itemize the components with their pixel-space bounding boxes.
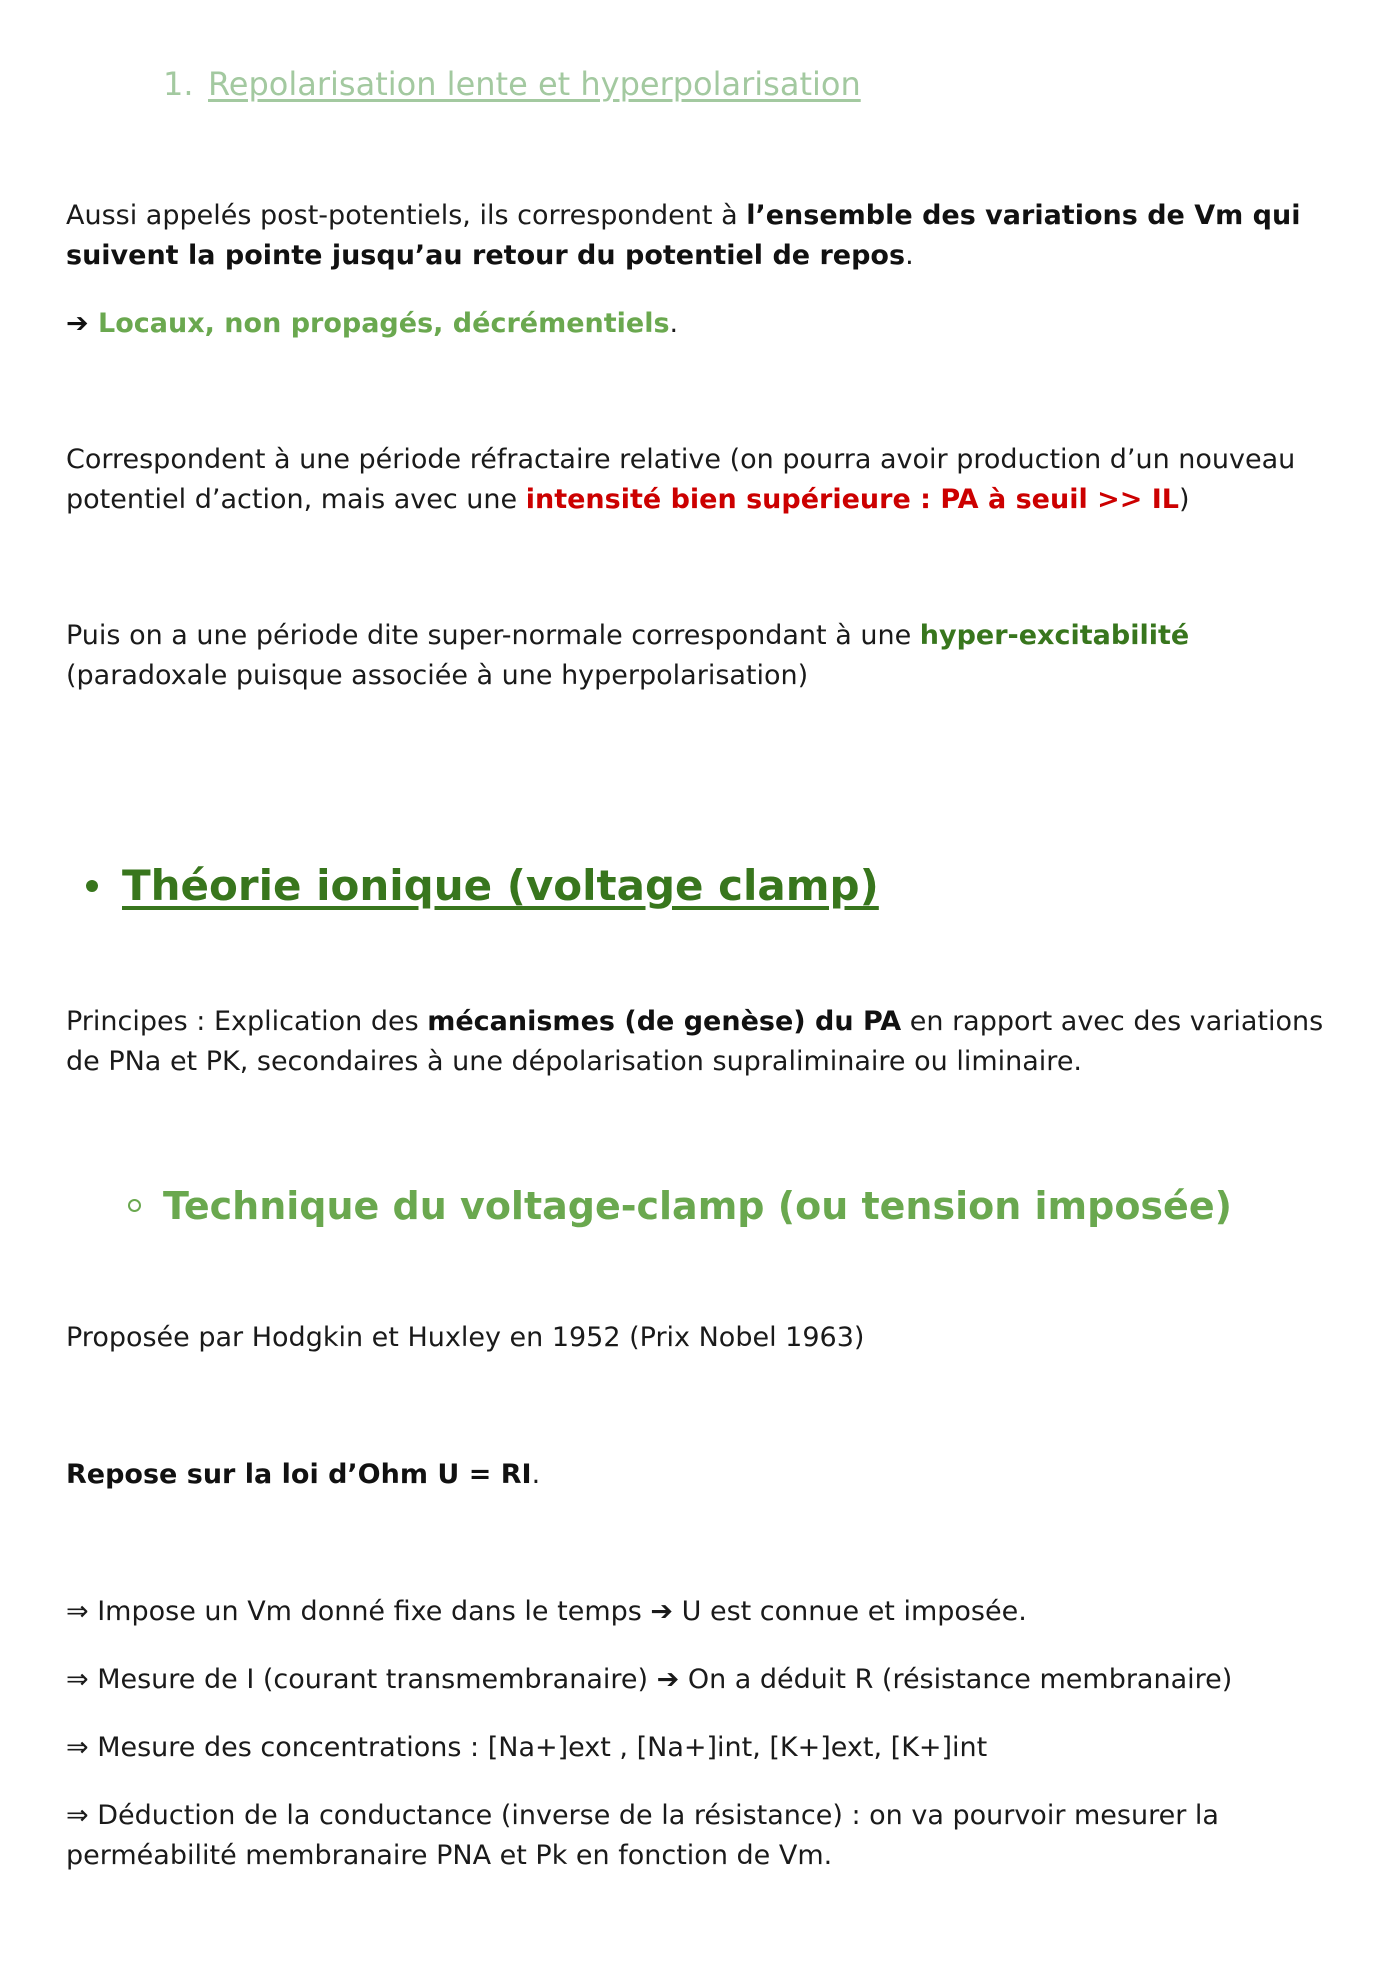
- section-heading-1: [163, 62, 861, 106]
- text-run: Correspondent à une période réfractaire relative (on pourra avoir production d’un nouveau potentiel d’action, mais avec une: [66, 444, 1296, 515]
- implication-list: [66, 1592, 1356, 1904]
- text-run: (paradoxale puisque associée à une hyperpolarisation): [66, 660, 809, 691]
- section-number: 1.: [163, 65, 194, 103]
- text-run: Principes : Explication des: [66, 1006, 428, 1037]
- paragraph-locaux: [66, 304, 1356, 344]
- text-run: .: [531, 1459, 541, 1490]
- paragraph-post-potentiels: [66, 196, 1356, 276]
- paragraph-principes: [66, 1002, 1356, 1082]
- list-item: ⇒ Déduction de la conductance (inverse de la résistance) : on va pourvoir mesurer la perméabilité membranaire PNA et Pk en fonction de Vm.: [66, 1800, 1219, 1871]
- paragraph-periode-refractaire: [66, 440, 1356, 520]
- text-run: Proposée par Hodgkin et Huxley en 1952 (Prix Nobel 1963): [66, 1322, 865, 1353]
- list-item: ⇒ Impose un Vm donné fixe dans le temps ➔ U est connue et imposée.: [66, 1596, 1027, 1627]
- text-run: Puis on a une période dite super-normale correspondant à une: [66, 620, 920, 651]
- green-bold-text: Locaux, non propagés, décrémentiels: [98, 308, 670, 339]
- bold-text: l’ensemble des variations de Vm qui suivent la pointe jusqu’au retour du potentiel de repos: [66, 200, 1301, 271]
- section-title: Théorie ionique (voltage clamp): [122, 861, 879, 910]
- text-run: Aussi appelés post-potentiels, ils correspondent à: [66, 200, 747, 231]
- list-item: ⇒ Mesure des concentrations : [Na+]ext , [Na+]int, [K+]ext, [K+]int: [66, 1732, 988, 1763]
- paragraph-loi-ohm: [66, 1455, 1356, 1495]
- section-title: Repolarisation lente et hyperpolarisation: [208, 65, 861, 103]
- hollow-bullet-icon: [128, 1199, 141, 1212]
- arrow-glyph: ➔: [66, 308, 99, 339]
- dark-green-bold-text: hyper-excitabilité: [919, 620, 1190, 651]
- paragraph-hodgkin-huxley: [66, 1318, 1356, 1358]
- bold-text: mécanismes (de genèse) du PA: [427, 1006, 902, 1037]
- section-heading-2: [86, 858, 879, 914]
- bullet-icon: [86, 880, 98, 892]
- bold-text: Repose sur la loi d’Ohm U = RI: [66, 1459, 532, 1490]
- text-run: en rapport avec des variations de PNa et PK, secondaires à une dépolarisation supraliminaire ou liminaire.: [66, 1006, 1324, 1077]
- text-run: .: [669, 308, 679, 339]
- text-run: ): [1179, 484, 1190, 515]
- list-item: ⇒ Mesure de I (courant transmembranaire) ➔ On a déduit R (résistance membranaire): [66, 1664, 1233, 1695]
- paragraph-super-normale: [66, 616, 1356, 696]
- subsection-heading: [128, 1180, 1232, 1232]
- subsection-title: Technique du voltage-clamp (ou tension imposée): [163, 1184, 1232, 1228]
- text-run: .: [905, 240, 914, 271]
- red-bold-text: intensité bien supérieure : PA à seuil >> IL: [525, 484, 1180, 515]
